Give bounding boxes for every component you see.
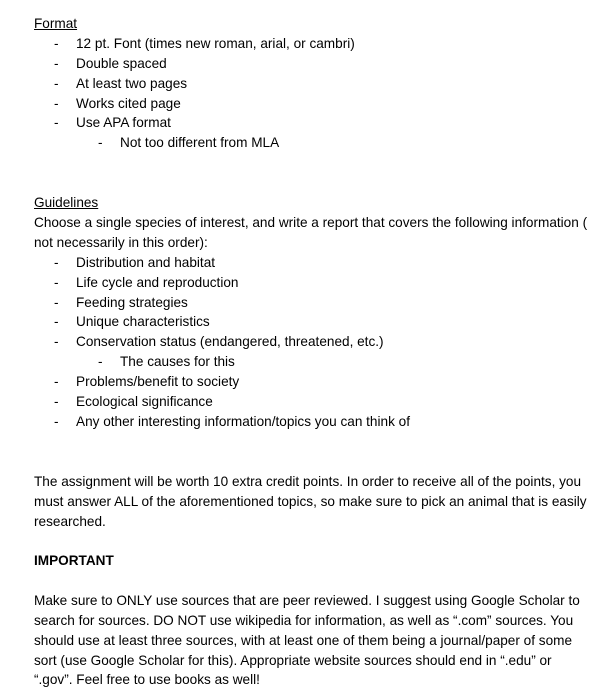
bullet-dash: -	[54, 413, 59, 429]
bullet-dash: -	[98, 354, 103, 370]
format-item-text: Works cited page	[76, 95, 181, 111]
format-item	[34, 113, 596, 133]
guidelines-heading: Guidelines	[34, 195, 99, 210]
assignment-paragraph: The assignment will be worth 10 extra credit points. In order to receive all of the points, you must answer ALL of the aforementioned topics, so make sure to pick an animal that is easily researched.	[34, 474, 587, 529]
guidelines-item	[34, 253, 596, 273]
guidelines-item	[34, 293, 596, 313]
guidelines-item	[34, 392, 596, 412]
guidelines-item-text: Ecological significance	[76, 393, 213, 409]
bullet-dash: -	[54, 95, 59, 111]
assignment-section	[34, 472, 592, 532]
format-item	[34, 94, 596, 114]
important-heading: IMPORTANT	[34, 553, 114, 568]
format-subitem	[34, 133, 596, 153]
guidelines-item-text: Life cycle and reproduction	[76, 274, 239, 290]
guidelines-item	[34, 372, 596, 392]
guidelines-item-text: Conservation status (endangered, threatened, etc.)	[76, 334, 384, 350]
important-section	[34, 551, 588, 690]
bullet-dash: -	[54, 374, 59, 390]
format-item-text: At least two pages	[76, 75, 188, 91]
format-item-text: Double spaced	[76, 55, 167, 71]
bullet-dash: -	[54, 314, 59, 330]
bullet-dash: -	[54, 55, 59, 71]
guidelines-item	[34, 412, 596, 432]
guidelines-item	[34, 312, 596, 332]
guidelines-item-text: Any other interesting information/topics you can think of	[76, 413, 410, 429]
format-subitem-text: Not too different from MLA	[120, 135, 280, 151]
bullet-dash: -	[98, 135, 103, 151]
guidelines-subitem	[34, 352, 596, 372]
bullet-dash: -	[54, 35, 59, 51]
guidelines-item-text: Problems/benefit to society	[76, 374, 240, 390]
format-section	[34, 14, 596, 153]
important-paragraph: Make sure to ONLY use sources that are peer reviewed. I suggest using Google Scholar to search for sources. DO NOT use wikipedia for information, as well as “.com” sources. You should use at least three sources, with at least one of them being a journal/paper of some sort (use Google Scholar for this). Appropriate website sources should end in “.edu” or “.gov”. Feel free to use books as well!	[34, 592, 580, 688]
format-item-text: 12 pt. Font (times new roman, arial, or cambri)	[76, 35, 355, 51]
guidelines-item-text: Distribution and habitat	[76, 254, 216, 270]
bullet-dash: -	[54, 393, 59, 409]
guidelines-item-text: Feeding strategies	[76, 294, 188, 310]
format-item	[34, 54, 596, 74]
format-heading: Format	[34, 16, 78, 31]
bullet-dash: -	[54, 115, 59, 131]
bullet-dash: -	[54, 294, 59, 310]
bullet-dash: -	[54, 75, 59, 91]
guidelines-item	[34, 332, 596, 352]
guidelines-intro: Choose a single species of interest, and write a report that covers the following information ( not necessarily in this order):	[34, 214, 588, 250]
guidelines-subitem-text: The causes for this	[120, 354, 235, 370]
bullet-dash: -	[54, 274, 59, 290]
format-item-text: Use APA format	[76, 115, 171, 131]
guidelines-item-text: Unique characteristics	[76, 314, 210, 330]
format-item	[34, 34, 596, 54]
guidelines-section	[34, 193, 596, 432]
bullet-dash: -	[54, 254, 59, 270]
bullet-dash: -	[54, 334, 59, 350]
format-item	[34, 74, 596, 94]
guidelines-item	[34, 273, 596, 293]
